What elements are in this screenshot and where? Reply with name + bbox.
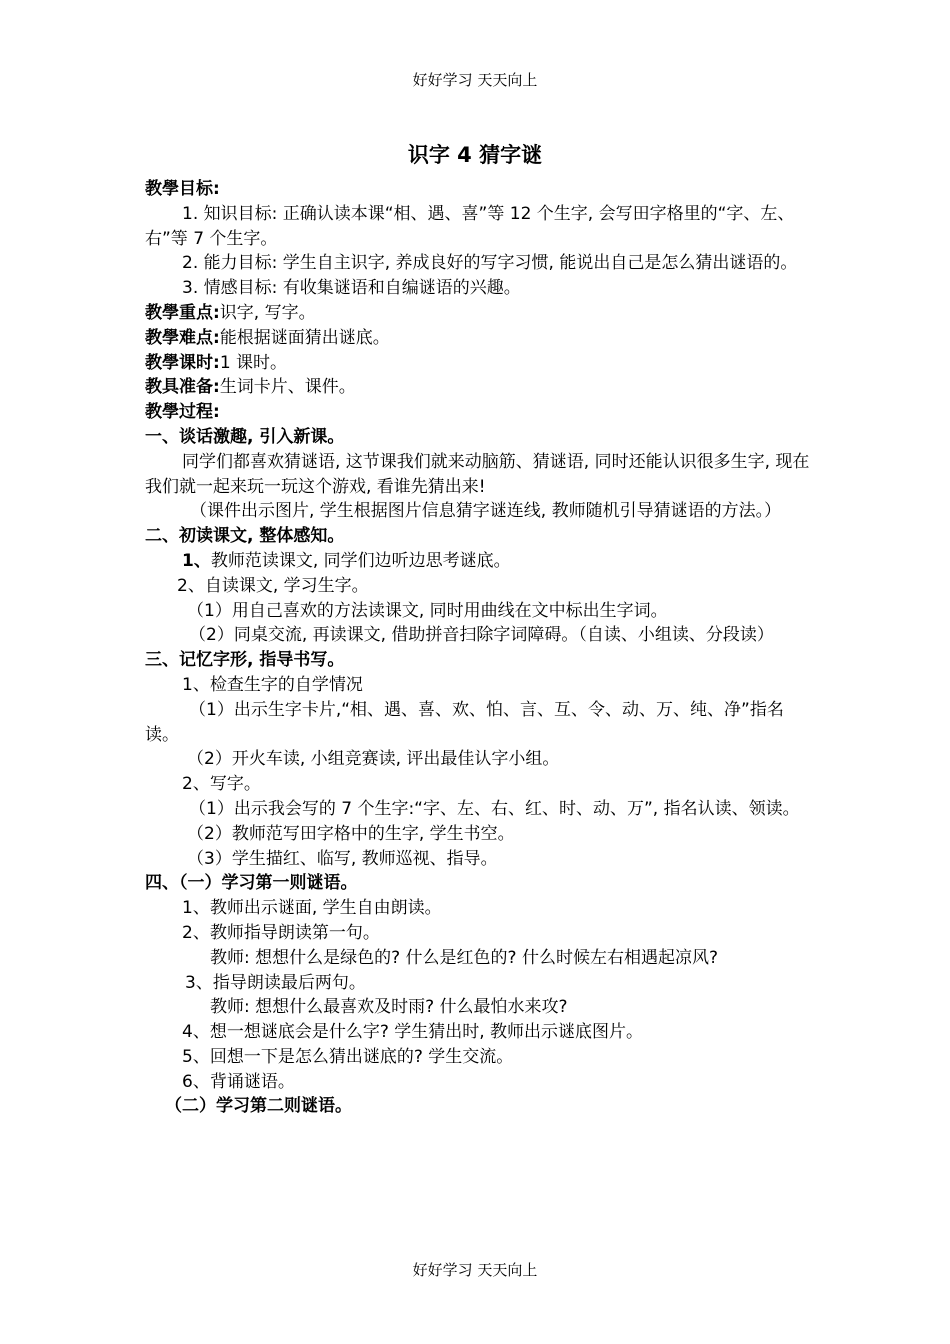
section-2-item-1-text: 教师范读课文, 同学们边听边思考谜底。 — [210, 550, 511, 571]
section-2-item-1-number: 1、 — [182, 550, 211, 571]
section-1-title: 一、谈话激趣, 引入新课。 — [145, 426, 345, 447]
section-3-item-1: 1、检查生字的自学情况 — [182, 674, 363, 695]
hours-label: 教學课时: — [145, 352, 220, 373]
section-4-title: 四、（一）学习第一则谜语。 — [145, 873, 358, 894]
objectives-heading: 教學目标: — [145, 179, 220, 199]
difficulty-label: 教學难点: — [145, 327, 220, 348]
process-heading: 教學过程: — [145, 402, 220, 423]
key-point-label: 教學重点: — [145, 302, 220, 323]
section-4-subtitle-2: （二）学习第二则谜语。 — [165, 1096, 352, 1117]
tools-text: 生词卡片、课件。 — [219, 377, 356, 398]
tools-label: 教具准备: — [145, 377, 220, 398]
section-4-item-4: 4、想一想谜底会是什么字? 学生猜出时, 教师出示谜底图片。 — [182, 1022, 644, 1043]
key-point-text: 识字, 写字。 — [219, 302, 316, 323]
section-4-item-6: 6、背诵谜语。 — [182, 1071, 295, 1092]
section-4-item-2a: 教师: 想想什么是绿色的? 什么是红色的? 什么时候左右相遇起凉风? — [210, 947, 719, 968]
objective-ability: 2. 能力目标: 学生自主识字, 养成良好的写字习惯, 能说出自己是怎么猜出谜语的。 — [182, 253, 798, 274]
section-4-item-5: 5、回想一下是怎么猜出谜底的? 学生交流。 — [182, 1046, 514, 1067]
section-3-item-1a: （1）出示生字卡片,“相、遇、喜、欢、怕、言、互、令、动、万、纯、净”指名读。 — [145, 699, 784, 745]
section-1-paragraph-1: 同学们都喜欢猜谜语, 这节课我们就来动脑筋、猜谜语, 同时还能认识很多生字, 现在我们就一起来玩一玩这个游戏, 看谁先猜出来! — [145, 451, 810, 497]
section-4-item-2: 2、教师指导朗读第一句。 — [182, 922, 380, 943]
tools-row — [145, 375, 810, 400]
section-2-item-1 — [145, 549, 810, 574]
section-3-item-2c: （3）学生描红、临写, 教师巡视、指导。 — [187, 848, 498, 869]
section-1-paragraph-2: （课件出示图片, 学生根据图片信息猜字谜连线, 教师随机引导猜谜语的方法。） — [190, 501, 782, 522]
section-3-item-2a: （1）出示我会写的 7 个生字:“字、左、右、红、时、动、万”, 指名认读、领读。 — [189, 798, 800, 819]
hours-row — [145, 351, 810, 376]
hours-text: 1 课时。 — [219, 352, 288, 373]
page-header: 好好学习 天天向上 — [412, 71, 538, 89]
section-4-item-3: 3、指导朗读最后两句。 — [185, 972, 366, 993]
document-body — [145, 177, 810, 1119]
section-2-item-2a: （1）用自己喜欢的方法读课文, 同时用曲线在文中标出生字词。 — [187, 600, 668, 621]
section-2-title: 二、初读课文, 整体感知。 — [145, 526, 345, 547]
difficulty-text: 能根据谜面猜出谜底。 — [219, 327, 390, 348]
section-2-item-2: 2、自读课文, 学习生字。 — [177, 575, 369, 596]
section-2-item-2b: （2）同桌交流, 再读课文, 借助拼音扫除字词障碍。（自读、小组读、分段读） — [189, 625, 774, 646]
objective-knowledge: 1. 知识目标: 正确认读本课“相、遇、喜”等 12 个生字, 会写田字格里的“字、左、右”等 7 个生字。 — [145, 203, 795, 249]
objective-emotion: 3. 情感目标: 有收集谜语和自编谜语的兴趣。 — [182, 278, 521, 299]
document-title: 识字 4 猜字谜 — [407, 143, 543, 167]
section-3-title: 三、记忆字形, 指导书写。 — [145, 650, 345, 671]
section-4-item-3a: 教师: 想想什么最喜欢及时雨? 什么最怕水来攻? — [210, 997, 568, 1018]
section-4-item-1: 1、教师出示谜面, 学生自由朗读。 — [182, 898, 442, 919]
key-point-row — [145, 301, 810, 326]
page-footer: 好好学习 天天向上 — [412, 1261, 538, 1279]
difficulty-row — [145, 326, 810, 351]
section-3-item-2: 2、写字。 — [182, 774, 261, 795]
section-3-item-2b: （2）教师范写田字格中的生字, 学生书空。 — [187, 823, 515, 844]
section-3-item-1b: （2）开火车读, 小组竞赛读, 评出最佳认字小组。 — [187, 749, 560, 770]
